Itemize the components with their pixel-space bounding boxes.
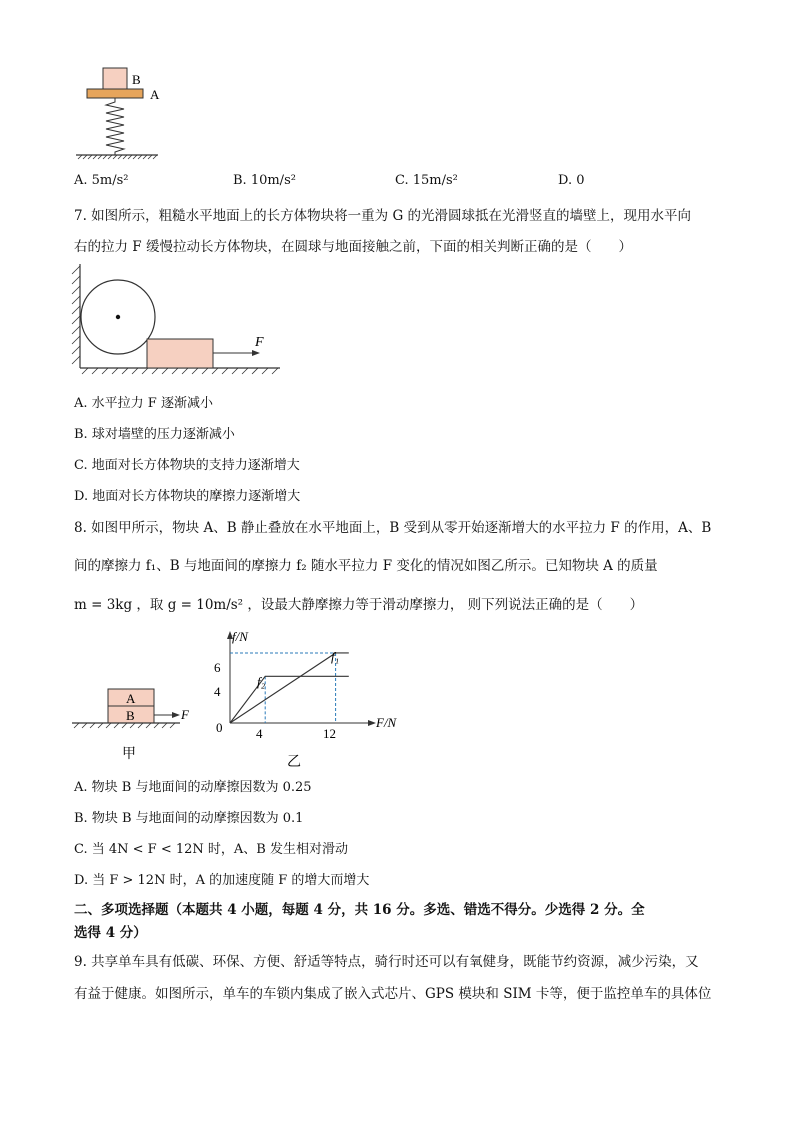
block-b-label: B [126, 708, 135, 723]
q6-option-a: A. 5m/s² [74, 173, 129, 188]
y-tick-label-4: 4 [214, 684, 221, 699]
block-a [87, 89, 143, 98]
ball-center-dot [116, 315, 120, 319]
q7-option-b: B. 球对墙壁的压力逐渐减小 [74, 427, 235, 442]
origin-label: 0 [216, 720, 223, 735]
q7-option-a: A. 水平拉力 F 逐渐减小 [74, 396, 213, 411]
stacked-blocks-figure [68, 686, 198, 766]
friction-graph [200, 626, 420, 772]
caption-jia: 甲 [122, 747, 136, 762]
spring-block-figure [70, 62, 170, 162]
q8-option-c: C. 当 4N < F < 12N 时，A、B 发生相对滑动 [74, 842, 348, 857]
q7-stem-line2: 右的拉力 F 缓慢拉动长方体物块，在圆球与地面接触之前，下面的相关判断正确的是（ ） [74, 239, 632, 255]
q8-stem-line1: 8. 如图甲所示，物块 A、B 静止叠放在水平地面上，B 受到从零开始逐渐增大的水平拉力 F 的作用，A、B [74, 520, 712, 536]
force-label: F [255, 335, 264, 350]
ground-hatch [78, 155, 157, 159]
ball-wall-figure [68, 262, 288, 380]
q7-stem-line1: 7. 如图所示，粗糙水平地面上的长方体物块将一重为 G 的光滑圆球抵在光滑竖直的墙壁上，现用水平向 [74, 208, 692, 224]
section2-heading-line2: 选得 4 分） [74, 925, 147, 941]
q6-option-c: C. 15m/s² [395, 173, 458, 188]
q9-stem-line2: 有益于健康。如图所示，单车的车锁内集成了嵌入式芯片、GPS 模块和 SIM 卡等，便于监控单车的具体位 [74, 986, 712, 1002]
section2-heading-line1: 二、多项选择题（本题共 4 小题，每题 4 分，共 16 分。多选、错选不得分。少选得 2 分。全 [74, 902, 645, 918]
q8-stem-line3: m = 3kg ，取 g = 10m/s² ，设最大静摩擦力等于滑动摩擦力， 则下列说法正确的是（ ） [74, 597, 644, 613]
force-arrowhead [252, 350, 260, 356]
x-axis-arrowhead [368, 720, 376, 726]
label-b: B [132, 72, 141, 87]
q7-option-c: C. 地面对长方体物块的支持力逐渐增大 [74, 458, 300, 473]
label-a: A [150, 87, 160, 102]
q8-option-a: A. 物块 B 与地面间的动摩擦因数为 0.25 [74, 780, 312, 795]
pull-label: F [181, 707, 189, 722]
y-axis-label: f/N [232, 629, 248, 644]
q6-option-b: B. 10m/s² [233, 173, 296, 188]
spring [106, 98, 124, 155]
series-f1-label: f₁ [331, 649, 340, 664]
wall-hatch [72, 266, 80, 364]
series-f2-label: f₂ [257, 674, 266, 689]
rect-block [147, 339, 213, 368]
y-tick-label-6: 6 [214, 660, 221, 675]
x-tick-label-4: 4 [256, 726, 263, 741]
caption-yi: 乙 [287, 755, 301, 770]
q6-option-d: D. 0 [558, 173, 585, 188]
q8-stem-line2: 间的摩擦力 f₁、B 与地面间的摩擦力 f₂ 随水平拉力 F 变化的情况如图乙所示。已知物块 A 的质量 [74, 558, 658, 574]
floor-hatch [74, 723, 175, 728]
floor-hatch [82, 368, 278, 374]
block-b [103, 68, 127, 89]
x-tick-label-12: 12 [323, 726, 336, 741]
q9-stem-line1: 9. 共享单车具有低碳、环保、方便、舒适等特点，骑行时还可以有氧健身，既能节约资源，减少污染，又 [74, 954, 699, 970]
q8-option-d: D. 当 F > 12N 时，A 的加速度随 F 的增大而增大 [74, 873, 370, 888]
q8-option-b: B. 物块 B 与地面间的动摩擦因数为 0.1 [74, 811, 304, 826]
q7-option-d: D. 地面对长方体物块的摩擦力逐渐增大 [74, 489, 301, 504]
x-axis-label: F/N [376, 715, 397, 730]
pull-arrowhead [172, 712, 180, 718]
block-a-label: A [126, 691, 136, 706]
